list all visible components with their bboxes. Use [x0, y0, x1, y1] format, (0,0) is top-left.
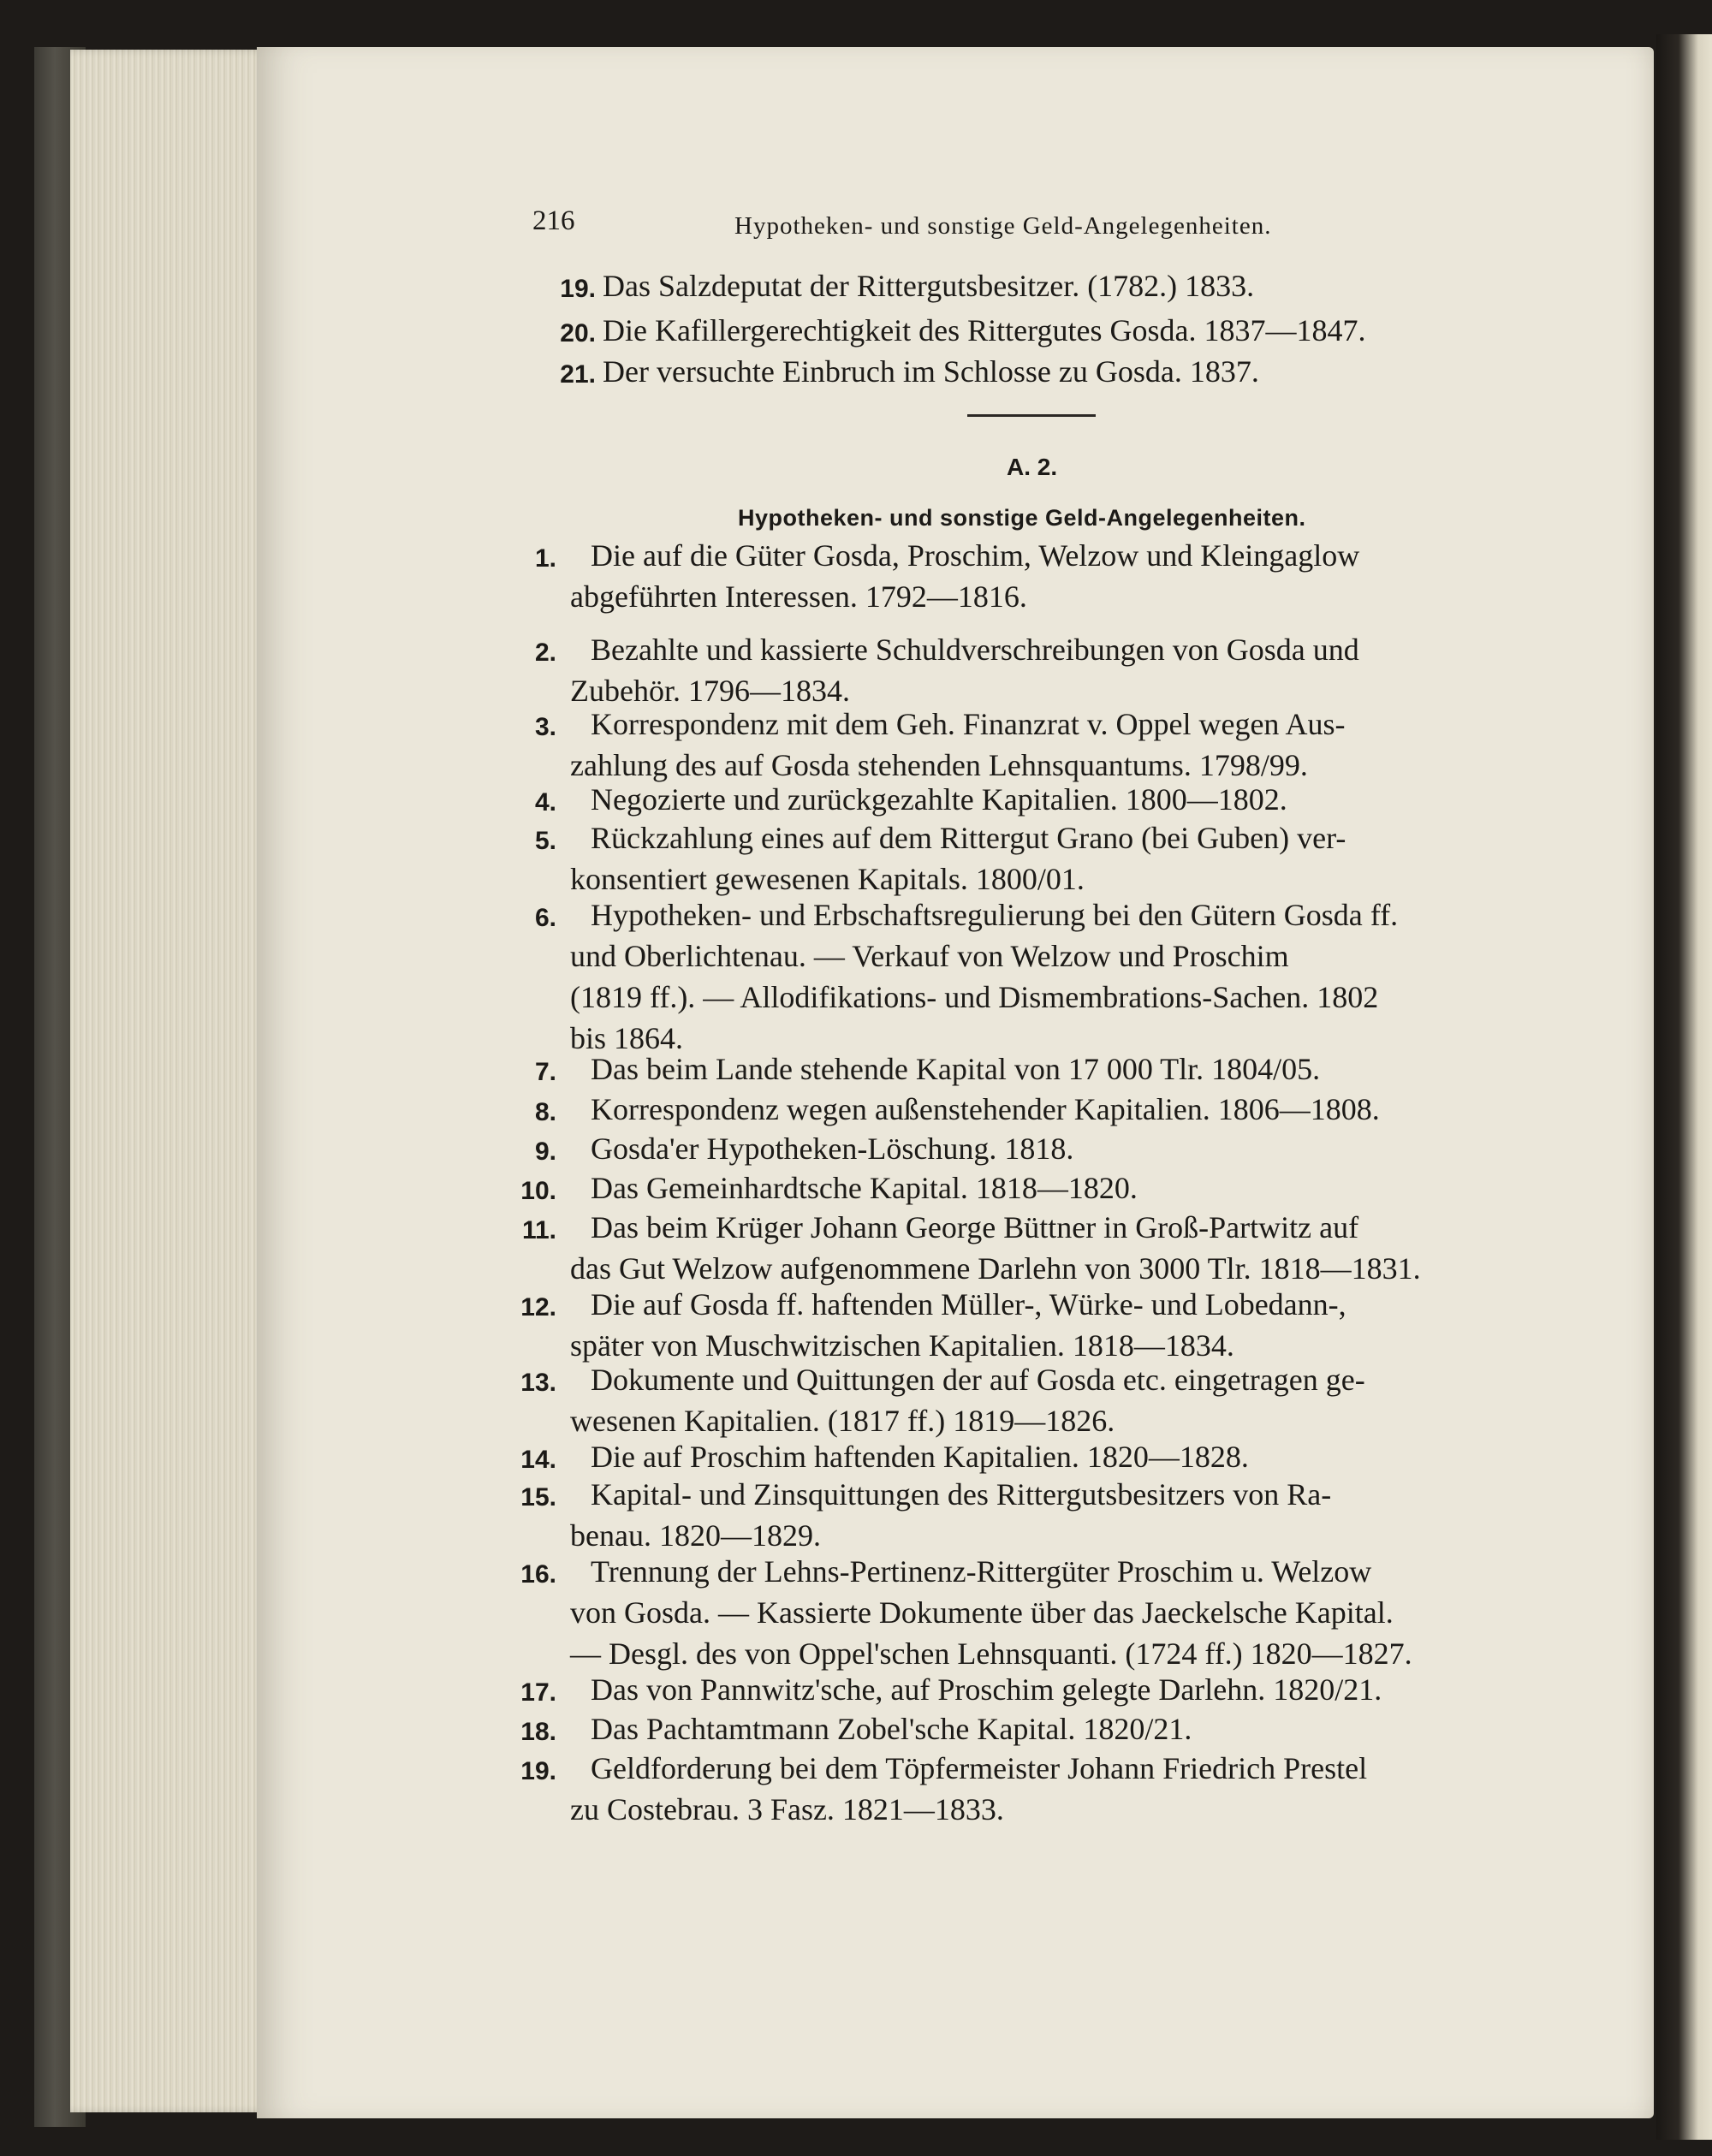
item-number: 10. [520, 1177, 556, 1205]
item-number: 4. [534, 788, 556, 817]
item-text-line: Geldforderung bei dem Töpfermeister Johann Friedrich Prestel [591, 1751, 1368, 1785]
right-page-edge [1656, 34, 1712, 2140]
section-code: A. 2. [1007, 454, 1058, 480]
item-text-line: — Desgl. des von Oppel'schen Lehnsquanti. (1724 ff.) 1820—1827. [570, 1636, 1412, 1671]
item-text-line: Kapital- und Zinsquittungen des Rittergutsbesitzers von Ra- [591, 1477, 1332, 1512]
section-divider [967, 414, 1096, 417]
item-number: 6. [534, 904, 556, 932]
item-text-line: bis 1864. [570, 1021, 684, 1055]
item-number: 11. [521, 1216, 556, 1244]
item-text-line: das Gut Welzow aufgenommene Darlehn von 3000 Tlr. 1818—1831. [570, 1251, 1421, 1286]
item-text-line: Das beim Krüger Johann George Büttner in Groß-Partwitz auf [591, 1210, 1359, 1244]
item-text-line: abgeführten Interessen. 1792—1816. [570, 579, 1027, 614]
page-edges [70, 50, 276, 2112]
item-number: 9. [534, 1137, 556, 1166]
running-title: Hypotheken- und sonstige Geld-Angelegenheiten. [734, 212, 1272, 240]
item-text-line: wesenen Kapitalien. (1817 ff.) 1819—1826. [570, 1404, 1115, 1438]
item-number: 19. [560, 275, 596, 303]
item-number: 5. [534, 827, 556, 855]
section-title: Hypotheken- und sonstige Geld-Angelegenheiten. [738, 505, 1306, 531]
item-number: 3. [534, 713, 556, 741]
item-number: 19. [520, 1757, 556, 1785]
item-text-line: Die auf Proschim haftenden Kapitalien. 1820—1828. [591, 1440, 1249, 1474]
item-text-line: (1819 ff.). — Allodifikations- und Dismembrations-Sachen. 1802 [570, 980, 1379, 1014]
item-number: 18. [520, 1718, 556, 1746]
item-text-line: Negozierte und zurückgezahlte Kapitalien. 1800—1802. [591, 782, 1287, 817]
item-text-line: Hypotheken- und Erbschaftsregulierung bei den Gütern Gosda ff. [591, 898, 1399, 932]
item-text-line: Dokumente und Quittungen der auf Gosda etc. eingetragen ge- [591, 1363, 1365, 1397]
item-text-line: Das Salzdeputat der Rittergutsbesitzer. (1782.) 1833. [603, 269, 1255, 303]
item-number: 14. [520, 1446, 556, 1474]
item-text-line: Korrespondenz mit dem Geh. Finanzrat v. Oppel wegen Aus- [591, 707, 1346, 741]
item-text-line: benau. 1820—1829. [570, 1518, 821, 1553]
item-text-line: Zubehör. 1796—1834. [570, 674, 850, 708]
item-number: 21. [560, 360, 596, 389]
item-text-line: konsentiert gewesenen Kapitals. 1800/01. [570, 862, 1085, 896]
item-number: 2. [534, 638, 556, 667]
item-text-line: Die auf die Güter Gosda, Proschim, Welzow und Kleingaglow [591, 538, 1360, 573]
item-number: 8. [534, 1098, 556, 1126]
item-number: 1. [534, 544, 556, 573]
item-text-line: Die Kafillergerechtigkeit des Rittergutes Gosda. 1837—1847. [603, 313, 1366, 347]
item-number: 7. [534, 1058, 556, 1086]
item-text-line: zu Costebrau. 3 Fasz. 1821—1833. [570, 1792, 1004, 1826]
item-text-line: zahlung des auf Gosda stehenden Lehnsquantums. 1798/99. [570, 748, 1308, 782]
item-number: 16. [520, 1560, 556, 1589]
item-text-line: und Oberlichtenau. — Verkauf von Welzow und Proschim [570, 939, 1289, 973]
item-number: 15. [520, 1483, 556, 1512]
item-text-line: Korrespondenz wegen außenstehender Kapitalien. 1806—1808. [591, 1092, 1380, 1126]
item-text-line: Rückzahlung eines auf dem Rittergut Grano (bei Guben) ver- [591, 821, 1346, 855]
item-text-line: Bezahlte und kassierte Schuldverschreibungen von Gosda und [591, 633, 1359, 667]
page-number: 216 [532, 205, 575, 236]
item-text-line: Das Gemeinhardtsche Kapital. 1818—1820. [591, 1171, 1138, 1205]
item-number: 12. [520, 1293, 556, 1322]
item-text-line: Das Pachtamtmann Zobel'sche Kapital. 1820/21. [591, 1712, 1192, 1746]
item-text-line: Gosda'er Hypotheken-Löschung. 1818. [591, 1131, 1074, 1166]
item-text-line: Der versuchte Einbruch im Schlosse zu Gosda. 1837. [603, 354, 1259, 389]
item-number: 17. [520, 1678, 556, 1707]
item-number: 20. [560, 319, 596, 347]
item-text-line: Die auf Gosda ff. haftenden Müller-, Würke- und Lobedann-, [591, 1287, 1346, 1322]
item-text-line: später von Muschwitzischen Kapitalien. 1818—1834. [570, 1328, 1234, 1363]
item-text-line: von Gosda. — Kassierte Dokumente über das Jaeckelsche Kapital. [570, 1595, 1394, 1630]
item-text-line: Das beim Lande stehende Kapital von 17 000 Tlr. 1804/05. [591, 1052, 1321, 1086]
item-text-line: Trennung der Lehns-Pertinenz-Rittergüter Proschim u. Welzow [591, 1554, 1372, 1589]
item-text-line: Das von Pannwitz'sche, auf Proschim gelegte Darlehn. 1820/21. [591, 1672, 1382, 1707]
item-number: 13. [520, 1369, 556, 1397]
